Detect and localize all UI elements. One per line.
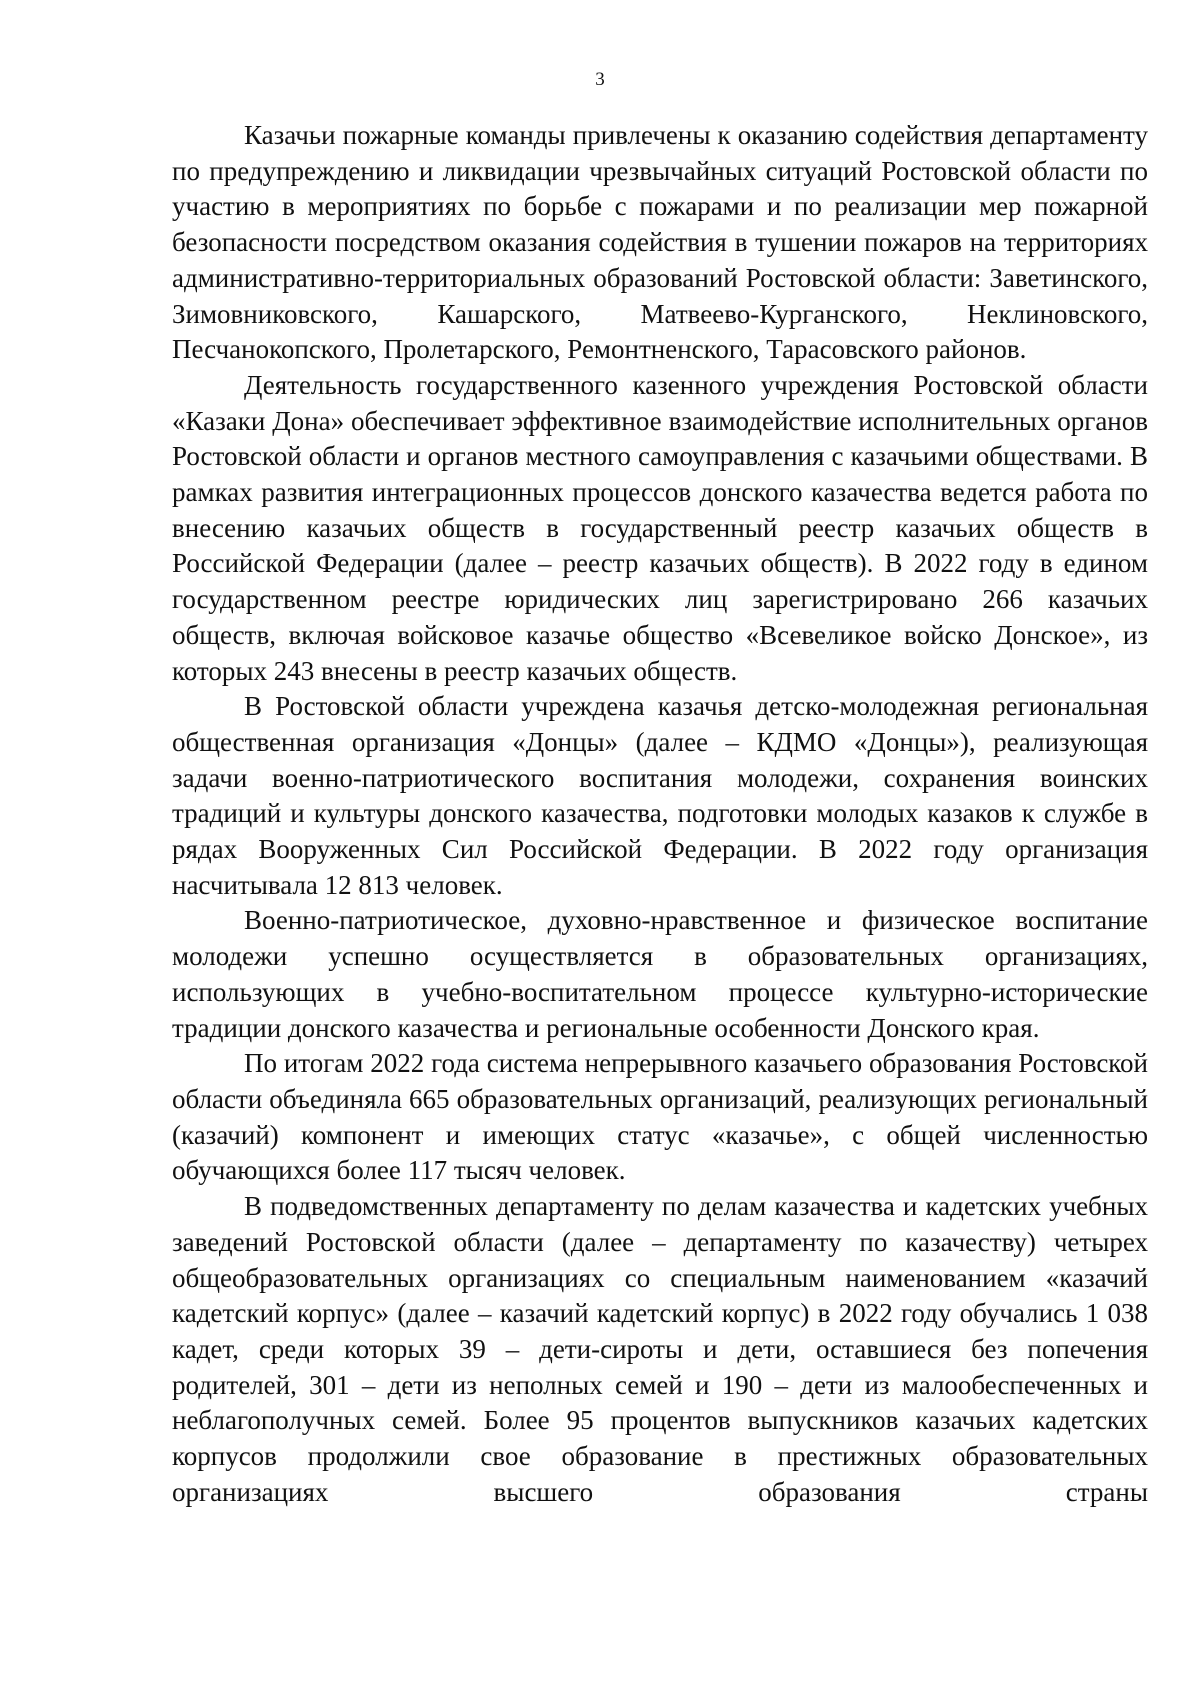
page-number: 3 — [595, 69, 605, 90]
paragraph-kazaki-dona: Деятельность государственного казенного учреждения Ростовской области «Казаки Дона» обеспечивает эффективное взаимодействие исполнительных органов Ростовской области и органов местного самоуправления с казачьими обществами. В рамках развития интеграционных процессов донского казачества ведется работа по внесению казачьих обществ в государственный реестр казачьих обществ в Российской Федерации (далее – реестр казачьих обществ). В 2022 году в едином государственном реестре юридических лиц зарегистрировано 266 казачьих обществ, включая войсковое казачье общество «Всевеликое войско Донское», из которых 243 внесены в реестр казачьих обществ. — [172, 369, 1148, 686]
paragraph-cadet-corps: В подведомственных департаменту по делам казачества и кадетских учебных заведений Ростовской области (далее – департаменту по казачеству) четырех общеобразовательных организациях со специальным наименованием «казачий кадетский корпус» (далее – казачий кадетский корпус) в 2022 году обучались 1 038 кадет, среди которых 39 – дети-сироты и дети, оставшиеся без попечения родителей, 301 – дети из неполных семей и 190 – дети из малообеспеченных и неблагополучных семей. Более 95 процентов выпускников казачьих кадетских корпусов продолжили свое образование в престижных образовательных организациях высшего образования страны — [172, 1191, 1148, 1507]
paragraph-cossack-education-system: По итогам 2022 года система непрерывного казачьего образования Ростовской области объединяла 665 образовательных организаций, реализующих региональный (казачий) компонент и имеющих статус «казачье», с общей численностью обучающихся более 117 тысяч человек. — [172, 1048, 1148, 1186]
paragraph-kdmo-dontsy: В Ростовской области учреждена казачья детско-молодежная региональная общественная организация «Донцы» (далее – КДМО «Донцы»), реализующая задачи военно-патриотического воспитания молодежи, сохранения воинских традиций и культуры донского казачества, подготовки молодых казаков к службе в рядах Вооруженных Сил Российской Федерации. В 2022 году организация насчитывала 12 813 человек. — [172, 691, 1148, 900]
paragraph-patriotic-education: Военно-патриотическое, духовно-нравственное и физическое воспитание молодежи успешно осуществляется в образовательных организациях, использующих в учебно-воспитательном процессе культурно-исторические традиции донского казачества и региональные особенности Донского края. — [172, 905, 1148, 1043]
paragraph-fire-brigades: Казачьи пожарные команды привлечены к оказанию содействия департаменту по предупреждению и ликвидации чрезвычайных ситуаций Ростовской области по участию в мероприятиях по борьбе с пожарами и по реализации мер пожарной безопасности посредством оказания содействия в тушении пожаров на территориях административно-территориальных образований Ростовской области: Заветинского, Зимовниковского, Кашарского, Матвеево-Курганского, Неклиновского, Песчанокопского, Пролетарского, Ремонтненского, Тарасовского районов. — [172, 120, 1148, 365]
body-text — [172, 118, 1148, 1510]
